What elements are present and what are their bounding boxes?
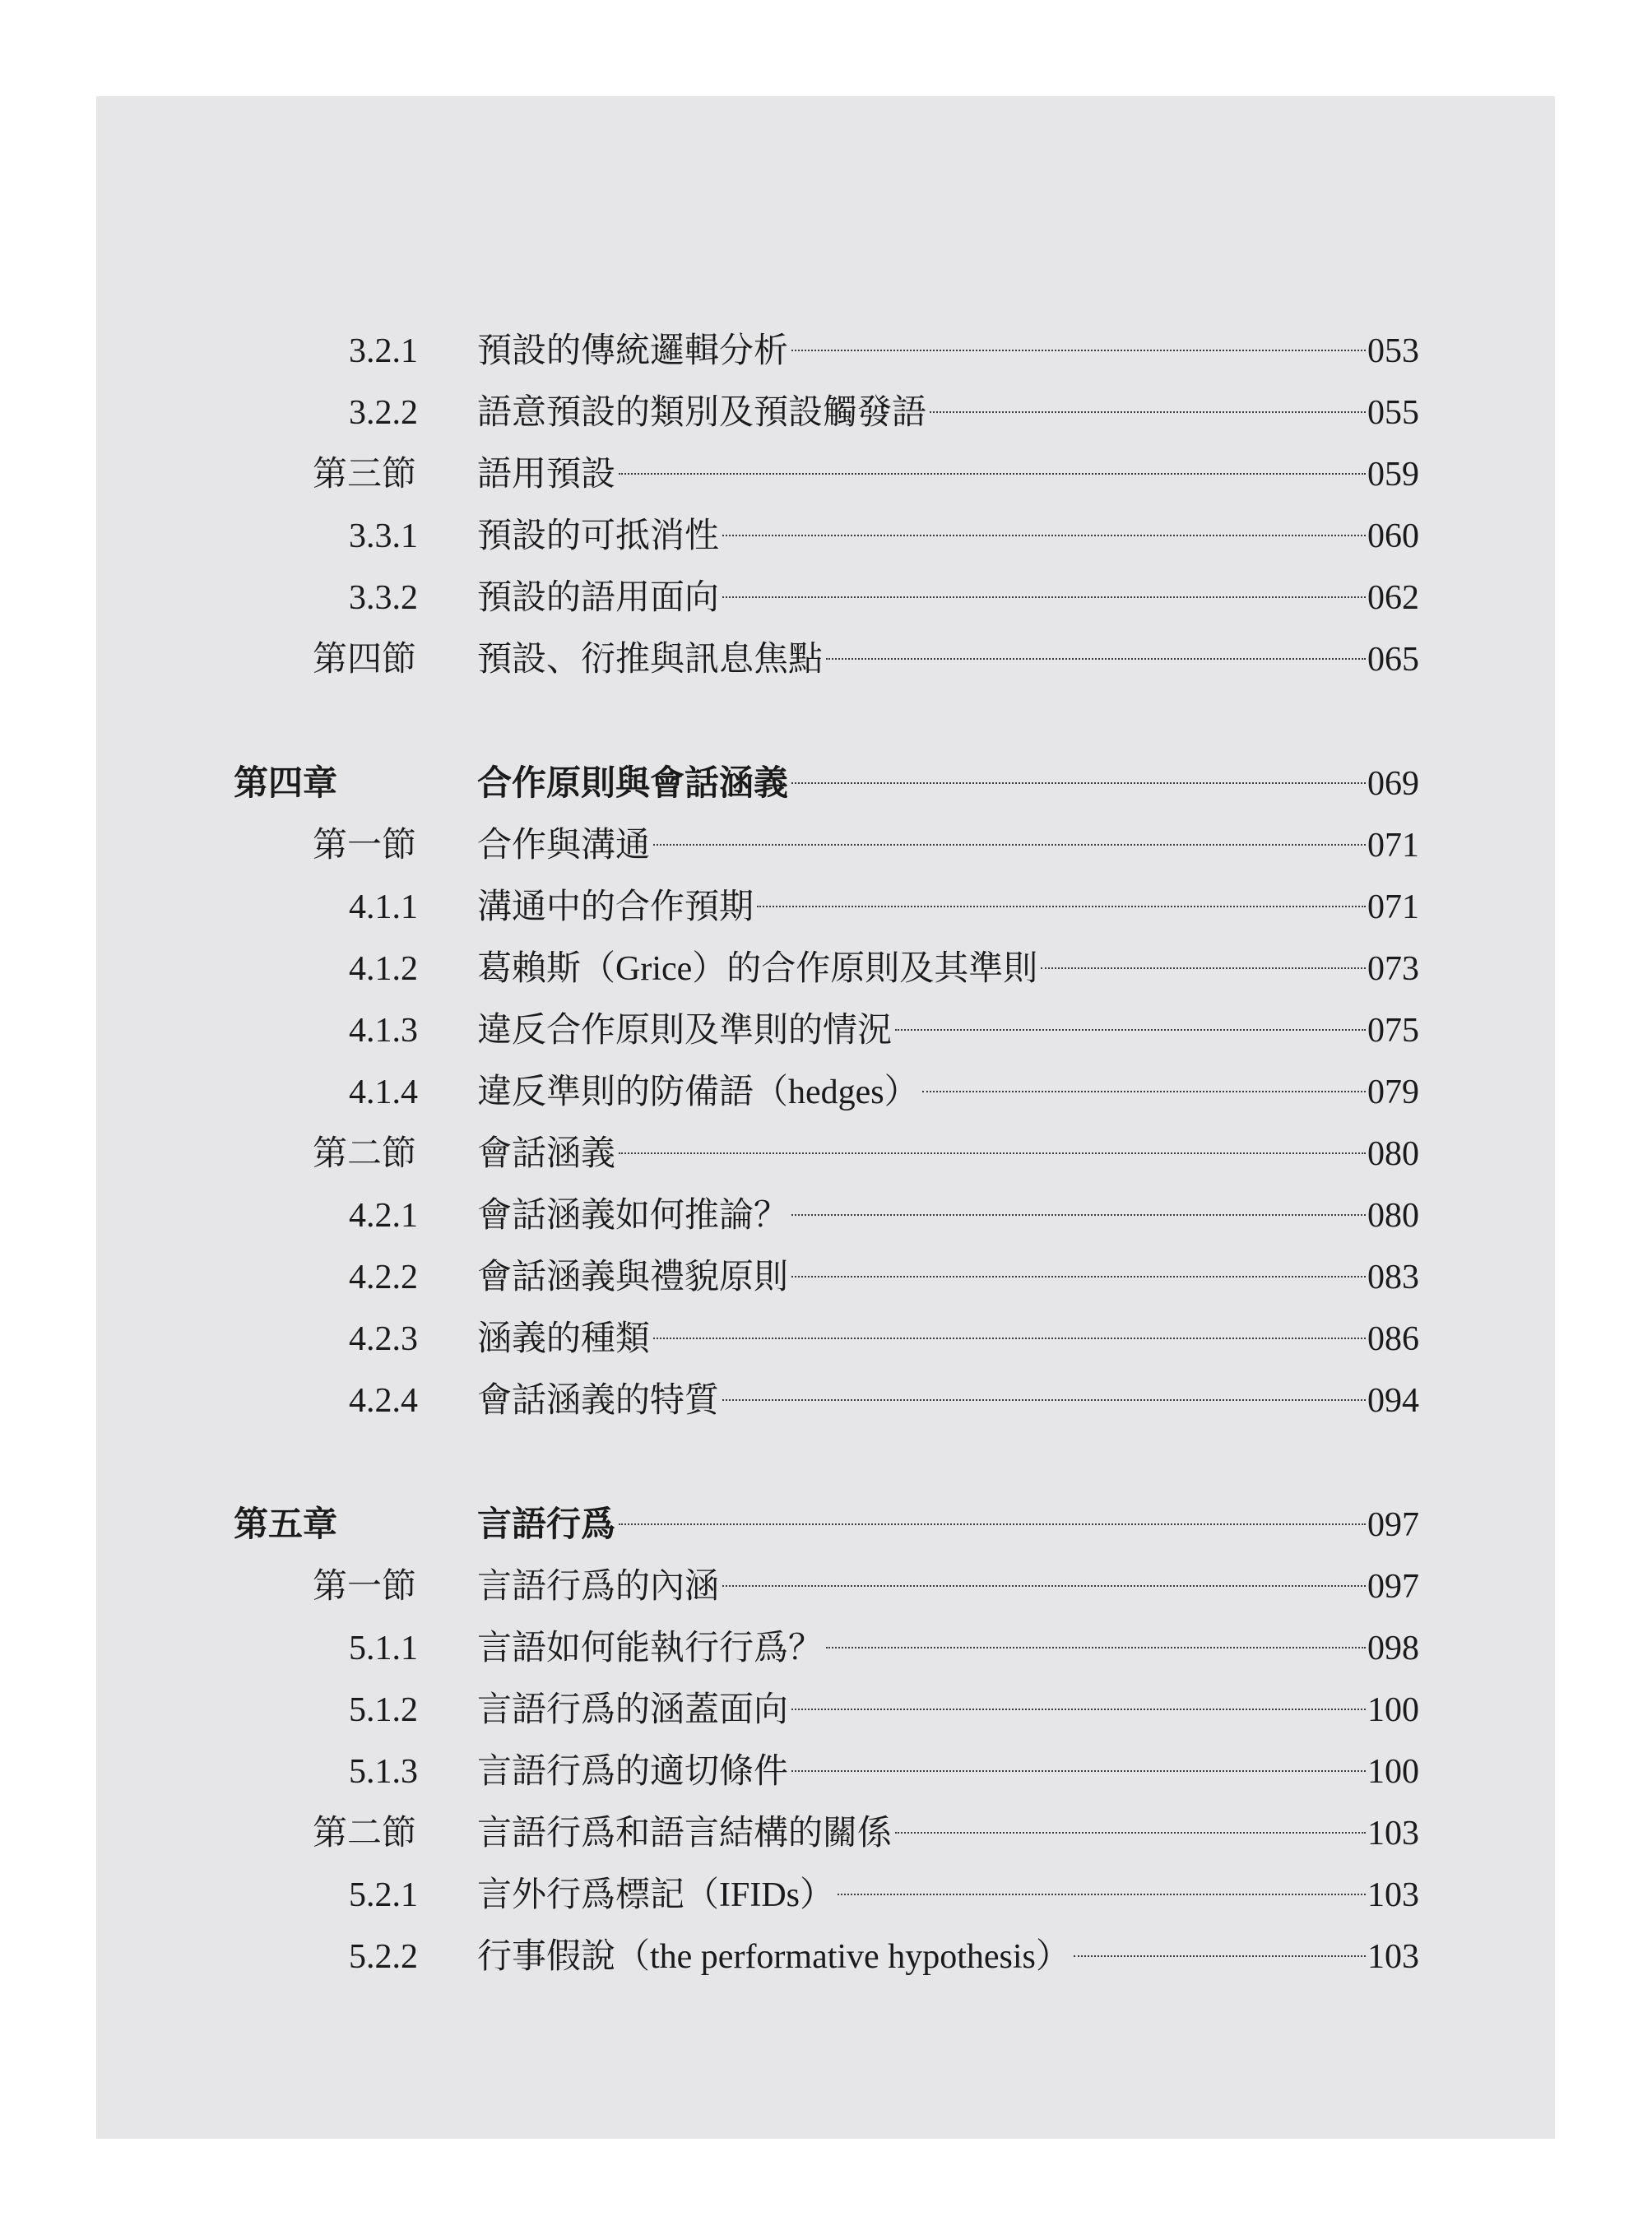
toc-entry-line	[477, 1191, 1419, 1240]
toc-entry-line	[477, 1871, 1419, 1920]
dot-leader	[722, 596, 1366, 598]
dot-leader	[722, 535, 1366, 536]
toc-entry-line	[477, 327, 1419, 376]
toc-page-number: 059	[1367, 456, 1419, 494]
toc-page-number: 094	[1367, 1382, 1419, 1420]
toc-entry-title: 預設、衍推與訊息焦點	[477, 641, 824, 679]
toc-entry-number: 4.1.3	[349, 1012, 418, 1050]
toc-page-number: 103	[1367, 1876, 1419, 1914]
toc-entry-line	[477, 883, 1419, 932]
toc-entry-line	[477, 821, 1419, 870]
toc-page-number: 053	[1367, 332, 1419, 370]
dot-leader	[895, 1029, 1366, 1031]
toc-entry-line	[477, 573, 1419, 623]
toc-chapter-entry	[96, 759, 1555, 809]
toc-page-number: 075	[1367, 1012, 1419, 1050]
toc-page-number: 069	[1367, 765, 1419, 803]
toc-entry-number: 4.2.3	[349, 1320, 418, 1358]
dot-leader	[722, 1399, 1366, 1401]
toc-page-number: 100	[1367, 1753, 1419, 1791]
table-of-contents	[96, 96, 1555, 2139]
toc-entry-title: 言外行爲標記（IFIDs）	[477, 1876, 835, 1914]
toc-entry-number: 4.2.4	[349, 1382, 418, 1420]
toc-entry-number: 5.2.2	[349, 1938, 418, 1976]
toc-entry-title: 會話涵義如何推論？	[477, 1197, 789, 1235]
dot-leader	[1074, 1955, 1366, 1957]
book-page	[96, 96, 1555, 2139]
toc-entry-title: 言語行爲的適切條件	[477, 1753, 789, 1791]
toc-entry-number: 5.2.1	[349, 1876, 418, 1914]
toc-entry-line	[477, 512, 1419, 561]
toc-entry-title: 涵義的種類	[477, 1320, 651, 1358]
toc-subsection-entry	[96, 1932, 1555, 1982]
toc-subsection-entry	[96, 388, 1555, 438]
toc-page-number: 086	[1367, 1320, 1419, 1358]
dot-leader	[826, 1647, 1366, 1648]
toc-entry-number: 4.1.1	[349, 888, 418, 926]
dot-leader	[826, 658, 1366, 660]
toc-entry-title: 言語如何能執行行爲？	[477, 1630, 824, 1667]
toc-entry-title: 溝通中的合作預期	[477, 888, 754, 926]
toc-entry-number: 5.1.3	[349, 1753, 418, 1791]
toc-entry-title: 會話涵義的特質	[477, 1382, 720, 1420]
toc-subsection-entry	[96, 944, 1555, 994]
toc-entry-line	[477, 1253, 1419, 1302]
toc-subsection-entry	[96, 1315, 1555, 1364]
toc-page-number: 100	[1367, 1691, 1419, 1729]
dot-leader	[895, 1832, 1366, 1834]
dot-leader	[1041, 967, 1366, 969]
toc-section-entry	[96, 1562, 1555, 1611]
dot-leader	[930, 411, 1366, 413]
toc-entry-line	[477, 1747, 1419, 1797]
toc-page-number: 062	[1367, 579, 1419, 617]
toc-entry-title: 行事假說（the performative hypothesis）	[477, 1938, 1070, 1976]
toc-page-number: 071	[1367, 827, 1419, 865]
toc-entry-line	[477, 1932, 1419, 1982]
toc-page-number: 080	[1367, 1197, 1419, 1235]
dot-leader	[722, 1585, 1366, 1587]
toc-entry-line	[477, 1068, 1419, 1117]
toc-entry-number: 4.2.2	[349, 1259, 418, 1296]
toc-section-entry	[96, 1809, 1555, 1858]
toc-entry-number: 3.2.1	[349, 332, 418, 370]
toc-page-number: 071	[1367, 888, 1419, 926]
toc-entry-title: 語用預設	[477, 456, 616, 494]
toc-entry-line	[477, 1500, 1419, 1550]
toc-entry-number: 5.1.1	[349, 1630, 418, 1667]
toc-entry-line	[477, 1006, 1419, 1055]
toc-page-number: 080	[1367, 1135, 1419, 1173]
toc-page-number: 079	[1367, 1073, 1419, 1111]
toc-entry-title: 言語行爲和語言結構的關係	[477, 1815, 893, 1852]
toc-page-number: 083	[1367, 1259, 1419, 1296]
toc-subsection-entry	[96, 1747, 1555, 1797]
toc-subsection-entry	[96, 1253, 1555, 1302]
toc-subsection-entry	[96, 1376, 1555, 1426]
toc-entry-line	[477, 1376, 1419, 1426]
toc-entry-line	[477, 450, 1419, 499]
toc-entry-number: 4.1.4	[349, 1073, 418, 1111]
toc-entry-title: 違反準則的防備語（hedges）	[477, 1073, 919, 1111]
toc-page-number: 060	[1367, 517, 1419, 555]
toc-entry-title: 會話涵義與禮貌原則	[477, 1259, 789, 1296]
toc-section-entry	[96, 635, 1555, 684]
toc-entry-line	[477, 1624, 1419, 1673]
toc-subsection-entry	[96, 1191, 1555, 1240]
dot-leader	[791, 1770, 1366, 1772]
toc-page-number: 097	[1367, 1506, 1419, 1544]
toc-entry-number: 3.2.2	[349, 394, 418, 432]
toc-subsection-entry	[96, 1686, 1555, 1735]
toc-page-number: 103	[1367, 1938, 1419, 1976]
toc-entry-number: 5.1.2	[349, 1691, 418, 1729]
toc-entry-line	[477, 388, 1419, 438]
dot-leader	[619, 1523, 1366, 1525]
toc-entry-title: 預設的傳統邏輯分析	[477, 332, 789, 370]
toc-entry-number: 第四章	[234, 765, 338, 803]
toc-page-number: 055	[1367, 394, 1419, 432]
toc-entry-title: 言語行爲	[477, 1506, 616, 1544]
toc-entry-line	[477, 1686, 1419, 1735]
toc-entry-number: 4.2.1	[349, 1197, 418, 1235]
toc-entry-number: 第二節	[313, 1135, 417, 1173]
toc-subsection-entry	[96, 1871, 1555, 1920]
dot-leader	[791, 350, 1366, 351]
dot-leader	[619, 1152, 1366, 1154]
dot-leader	[619, 473, 1366, 475]
toc-entry-title: 會話涵義	[477, 1135, 616, 1173]
dot-leader	[791, 1214, 1366, 1216]
toc-subsection-entry	[96, 1068, 1555, 1117]
toc-subsection-entry	[96, 883, 1555, 932]
dot-leader	[791, 782, 1366, 784]
toc-subsection-entry	[96, 573, 1555, 623]
toc-entry-number: 第五章	[234, 1506, 338, 1544]
toc-page-number: 073	[1367, 950, 1419, 988]
toc-entry-title: 預設的可抵消性	[477, 517, 720, 555]
toc-entry-number: 4.1.2	[349, 950, 418, 988]
toc-section-entry	[96, 1129, 1555, 1179]
toc-entry-line	[477, 635, 1419, 684]
toc-entry-title: 言語行爲的內涵	[477, 1568, 720, 1606]
toc-entry-line	[477, 1809, 1419, 1858]
toc-entry-title: 合作原則與會話涵義	[477, 765, 789, 803]
toc-entry-title: 葛賴斯（Grice）的合作原則及其準則	[477, 950, 1038, 988]
toc-subsection-entry	[96, 512, 1555, 561]
toc-entry-title: 語意預設的類別及預設觸發語	[477, 394, 927, 432]
dot-leader	[791, 1709, 1366, 1710]
toc-entry-number: 第一節	[313, 827, 417, 865]
dot-leader	[653, 844, 1366, 846]
toc-entry-title: 合作與溝通	[477, 827, 651, 865]
toc-subsection-entry	[96, 327, 1555, 376]
toc-section-entry	[96, 821, 1555, 870]
dot-leader	[922, 1091, 1366, 1092]
toc-subsection-entry	[96, 1006, 1555, 1055]
toc-entry-number: 第三節	[313, 456, 417, 494]
dot-leader	[653, 1338, 1366, 1339]
toc-subsection-entry	[96, 1624, 1555, 1673]
dot-leader	[757, 906, 1366, 907]
toc-entry-line	[477, 1562, 1419, 1611]
toc-entry-line	[477, 944, 1419, 994]
toc-entry-title: 言語行爲的涵蓋面向	[477, 1691, 789, 1729]
dot-leader	[791, 1276, 1366, 1277]
toc-entry-line	[477, 1315, 1419, 1364]
toc-page-number: 103	[1367, 1815, 1419, 1852]
toc-entry-number: 3.3.1	[349, 517, 418, 555]
toc-page-number: 098	[1367, 1630, 1419, 1667]
toc-entry-title: 違反合作原則及準則的情況	[477, 1012, 893, 1050]
toc-entry-title: 預設的語用面向	[477, 579, 720, 617]
toc-entry-number: 3.3.2	[349, 579, 418, 617]
toc-page-number: 065	[1367, 641, 1419, 679]
toc-section-entry	[96, 450, 1555, 499]
toc-chapter-entry	[96, 1500, 1555, 1550]
toc-entry-line	[477, 1129, 1419, 1179]
dot-leader	[838, 1894, 1366, 1895]
toc-entry-number: 第一節	[313, 1568, 417, 1606]
toc-entry-number: 第二節	[313, 1815, 417, 1852]
toc-page-number: 097	[1367, 1568, 1419, 1606]
toc-entry-line	[477, 759, 1419, 809]
toc-entry-number: 第四節	[313, 641, 417, 679]
